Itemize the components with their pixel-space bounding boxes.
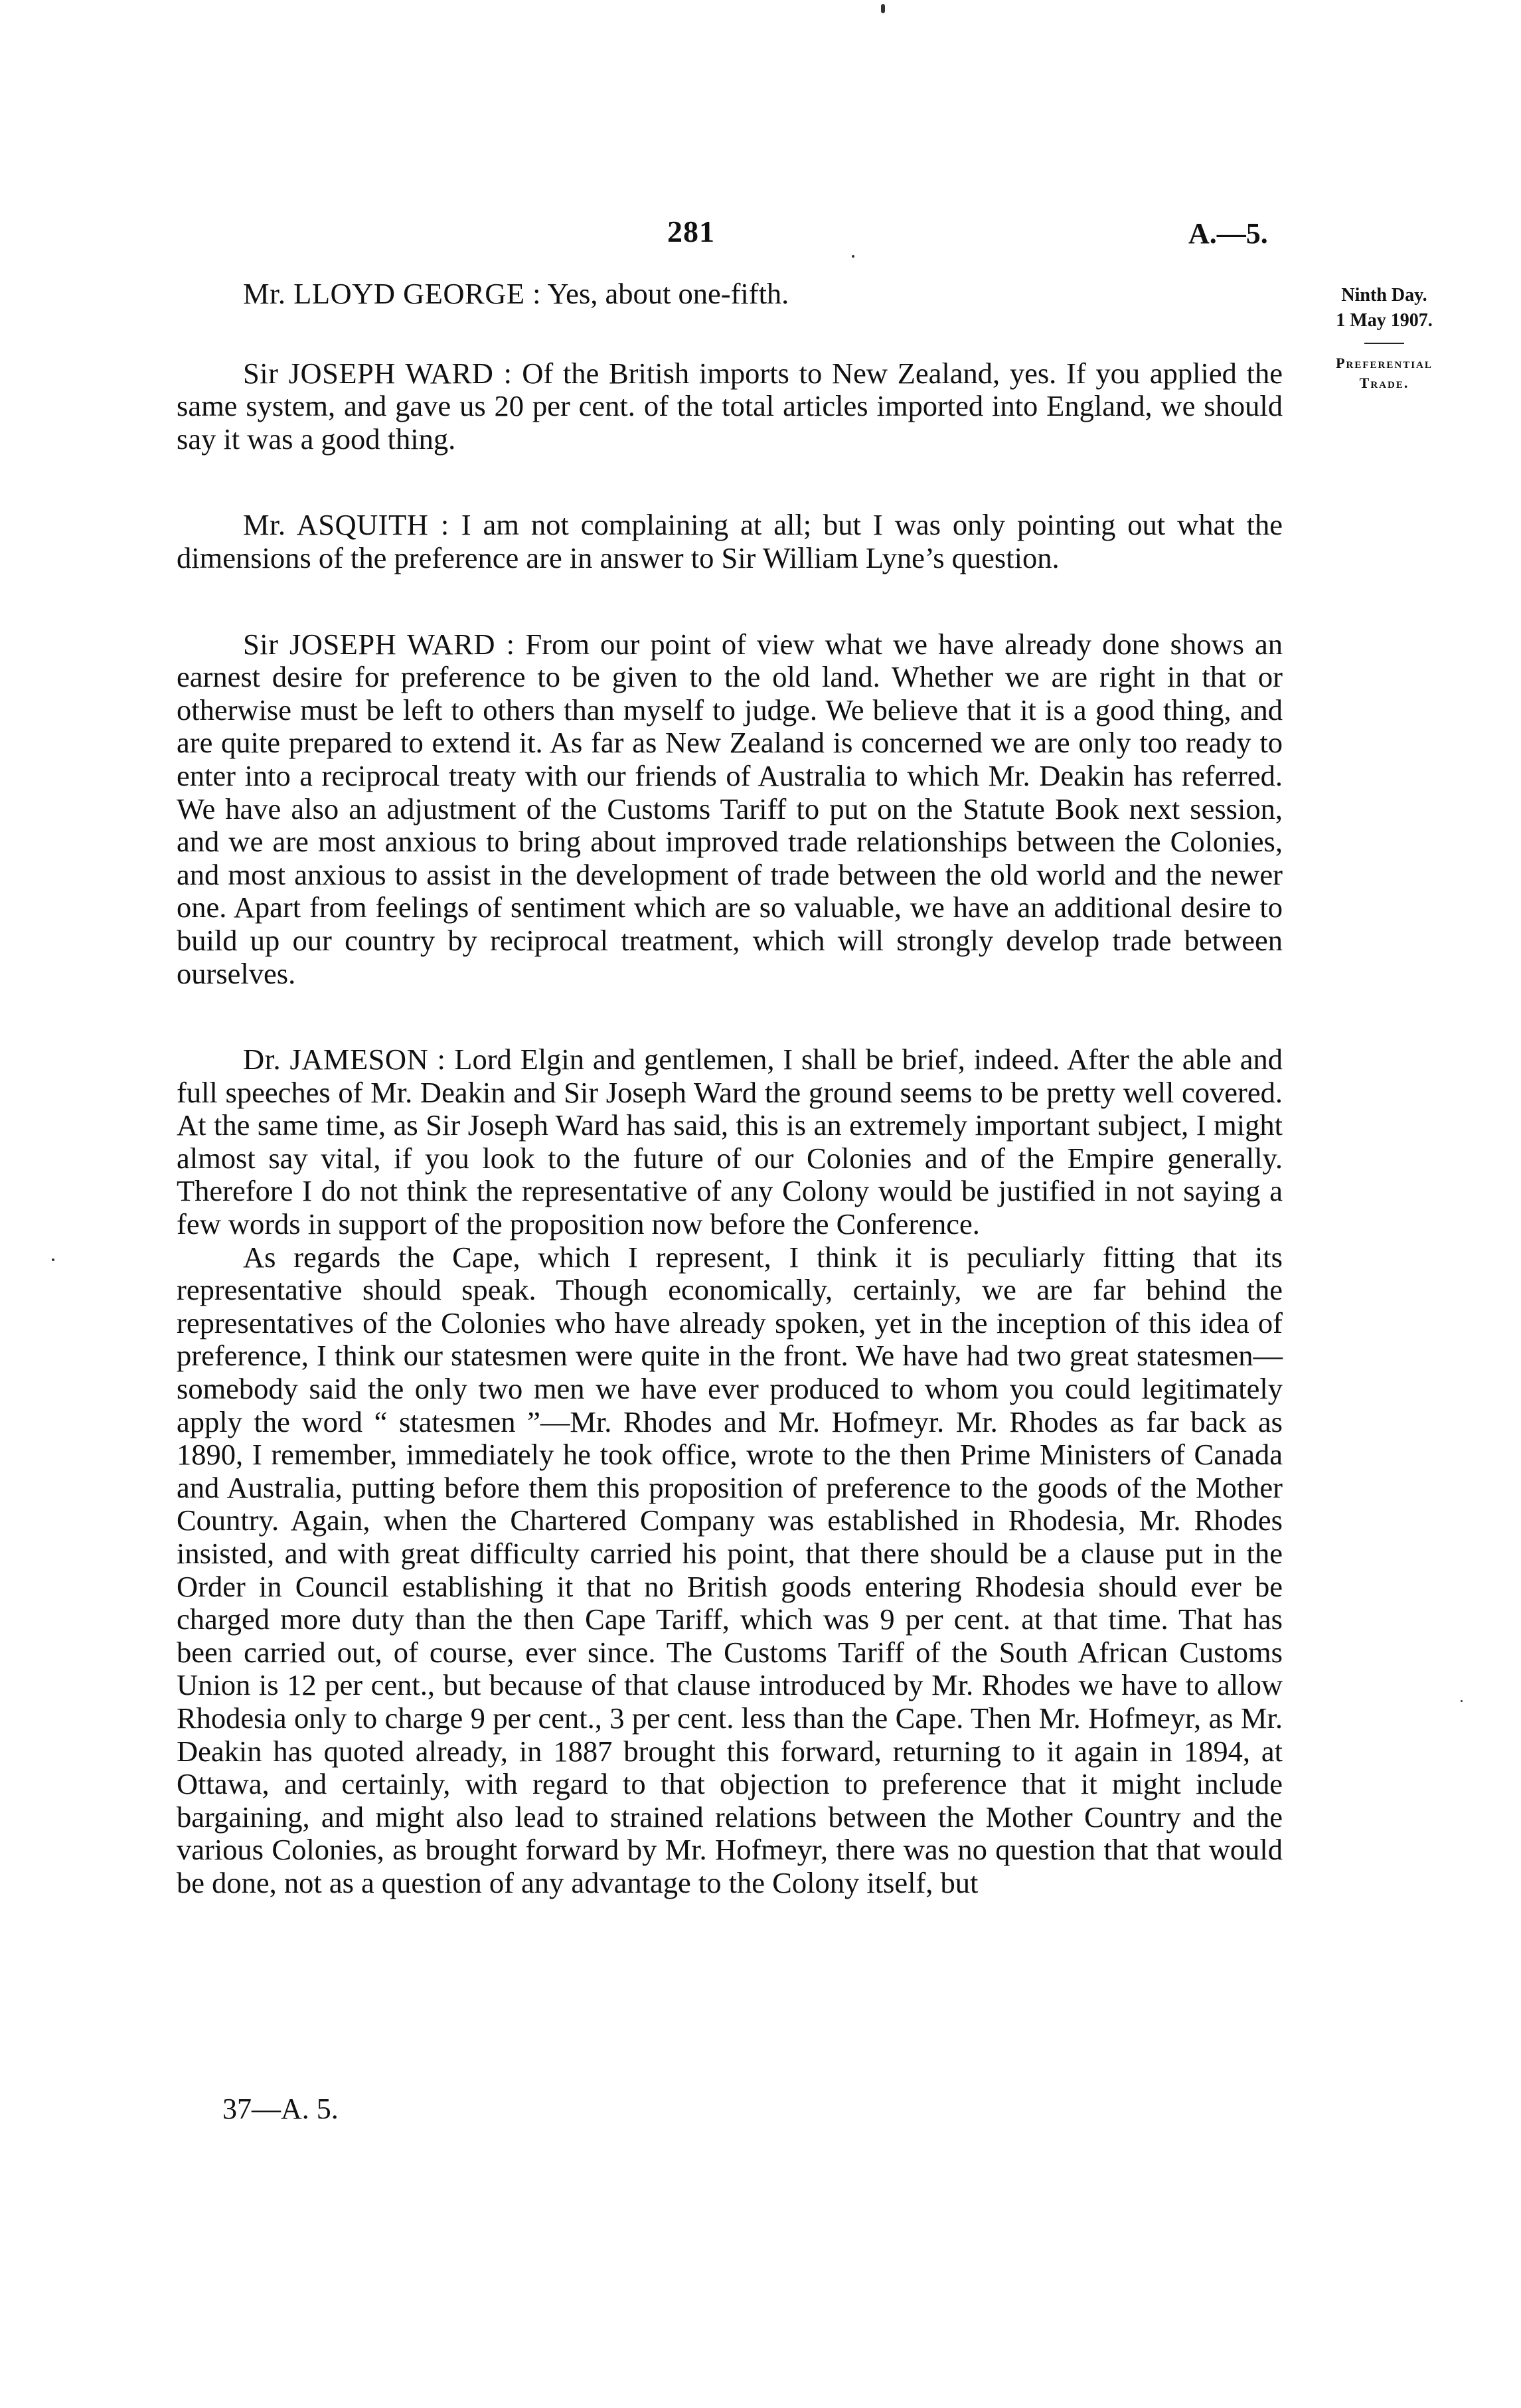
paragraph-text: From our point of view what we have already done shows an earnest desire for preference to be given to the old land. Whether we are right in that or otherwise must be left to others than myself to judge. We believe that it is a good thing, and are quite prepared to extend it. As far as New Zealand is concerned we are only too ready to enter into a reciprocal treaty with our friends of Australia to which Mr. Deakin has referred. We have also an adjustment of the Customs Tariff to put on the Statute Book next session, and we are most anxious to bring about improved trade relationships between the Colonies, and most anxious to assist in the development of trade between the old world and the newer one. Apart from feelings of sentiment which are so valuable, we have an additional desire to build up our country by reciprocal treatment, which will strongly develop trade between ourselves. [177,627,1283,990]
margin-rule [1364,343,1404,344]
paragraph-text: As regards the Cape, which I represent, I think it is peculiarly fitting that its representative should speak. Though economically, certainly, we are far behind the representatives of the Colonies who have already spoken, yet in the inception of this idea of preference, I think our statesmen were quite in the front. We have had two great statesmen—somebody said the only two men we have ever produced to whom you could legitimately apply the word “ statesmen ”—Mr. Rhodes and Mr. Hofmeyr. Mr. Rhodes as far back as 1890, I remember, immediately he took office, wrote to the then Prime Ministers of Canada and Australia, putting before them this proposition of preference to the goods of the Mother Country. Again, when the Chartered Company was established in Rhodesia, Mr. Rhodes insisted, and with great difficulty carried his point, that there should be a clause put in the Order in Council establishing it that no British goods entering Rhodesia should ever be charged more duty than the then Cape Tariff, which was 9 per cent. at that time. That has been carried out, of course, ever since. The Customs Tariff of the South African Customs Union is 12 per cent., but because of that clause introduced by Mr. Rhodes we have to allow Rhodesia only to charge 9 per cent., 3 per cent. less than the Cape. Then Mr. Hofmeyr, as Mr. Deakin has quoted already, in 1887 brought this forward, returning to it again in 1894, at Ottawa, and certainly, with regard to that objection to preference that it might include bargaining, and might also lead to strained relations between the Mother Country and the various Colonies, as brought forward by Mr. Hofmeyr, there was no question that that would be done, not as a question of any advantage to the Colony itself, but [177,1240,1283,1899]
scan-speck [881,4,885,13]
margin-subject-line2: Trade. [1359,375,1409,391]
speaker-name: Dr. JAMESON : [243,1043,446,1076]
margin-date: 1 May 1907. [1336,310,1433,331]
scan-speck [852,255,854,258]
body-text [177,278,1283,1900]
paragraph [177,509,1283,574]
margin-note [1301,283,1467,393]
paragraph-text: Lord Elgin and gentlemen, I shall be brief, indeed. After the able and full speeches of Mr. Deakin and Sir Joseph Ward the ground seems to be pretty well covered. At the same time, as Sir Joseph Ward has said, this is an extremely important subject, I might almost say vital, if you look to the future of our Colonies and of the Empire generally. Therefore I do not think the representative of any Colony would be justified in not saying a few words in support of the proposition now before the Conference. [177,1043,1283,1241]
scan-speck [1461,1700,1463,1702]
paragraph [177,1043,1283,1241]
paragraph-text: Yes, about one-fifth. [541,277,789,310]
page-number: 281 [667,215,715,248]
margin-subject-line1: Preferential [1336,355,1433,371]
speaker-name: Sir JOSEPH WARD : [243,356,513,390]
speaker-name: Mr. ASQUITH : [243,508,449,542]
scan-speck [52,1258,54,1261]
paragraph [177,1241,1283,1900]
speaker-name: Sir JOSEPH WARD : [243,627,515,661]
paragraph [177,357,1283,456]
paragraph [177,628,1283,991]
paragraph [177,278,1283,311]
paragraph-text: Of the British imports to New Zealand, yes. If you applied the same system, and gave us 20 per cent. of the total articles imported into England, we should say it was a good thing. [177,356,1283,456]
margin-day: Ninth Day. [1341,285,1427,305]
signature-mark: 37—A. 5. [222,2093,339,2125]
speaker-name: Mr. LLOYD GEORGE : [243,277,542,310]
paragraph-text: I am not complaining at all; but I was only pointing out what the dimensions of the preference are in answer to Sir William Lyne’s question. [177,508,1283,574]
paper-reference: A.—5. [1188,217,1268,250]
